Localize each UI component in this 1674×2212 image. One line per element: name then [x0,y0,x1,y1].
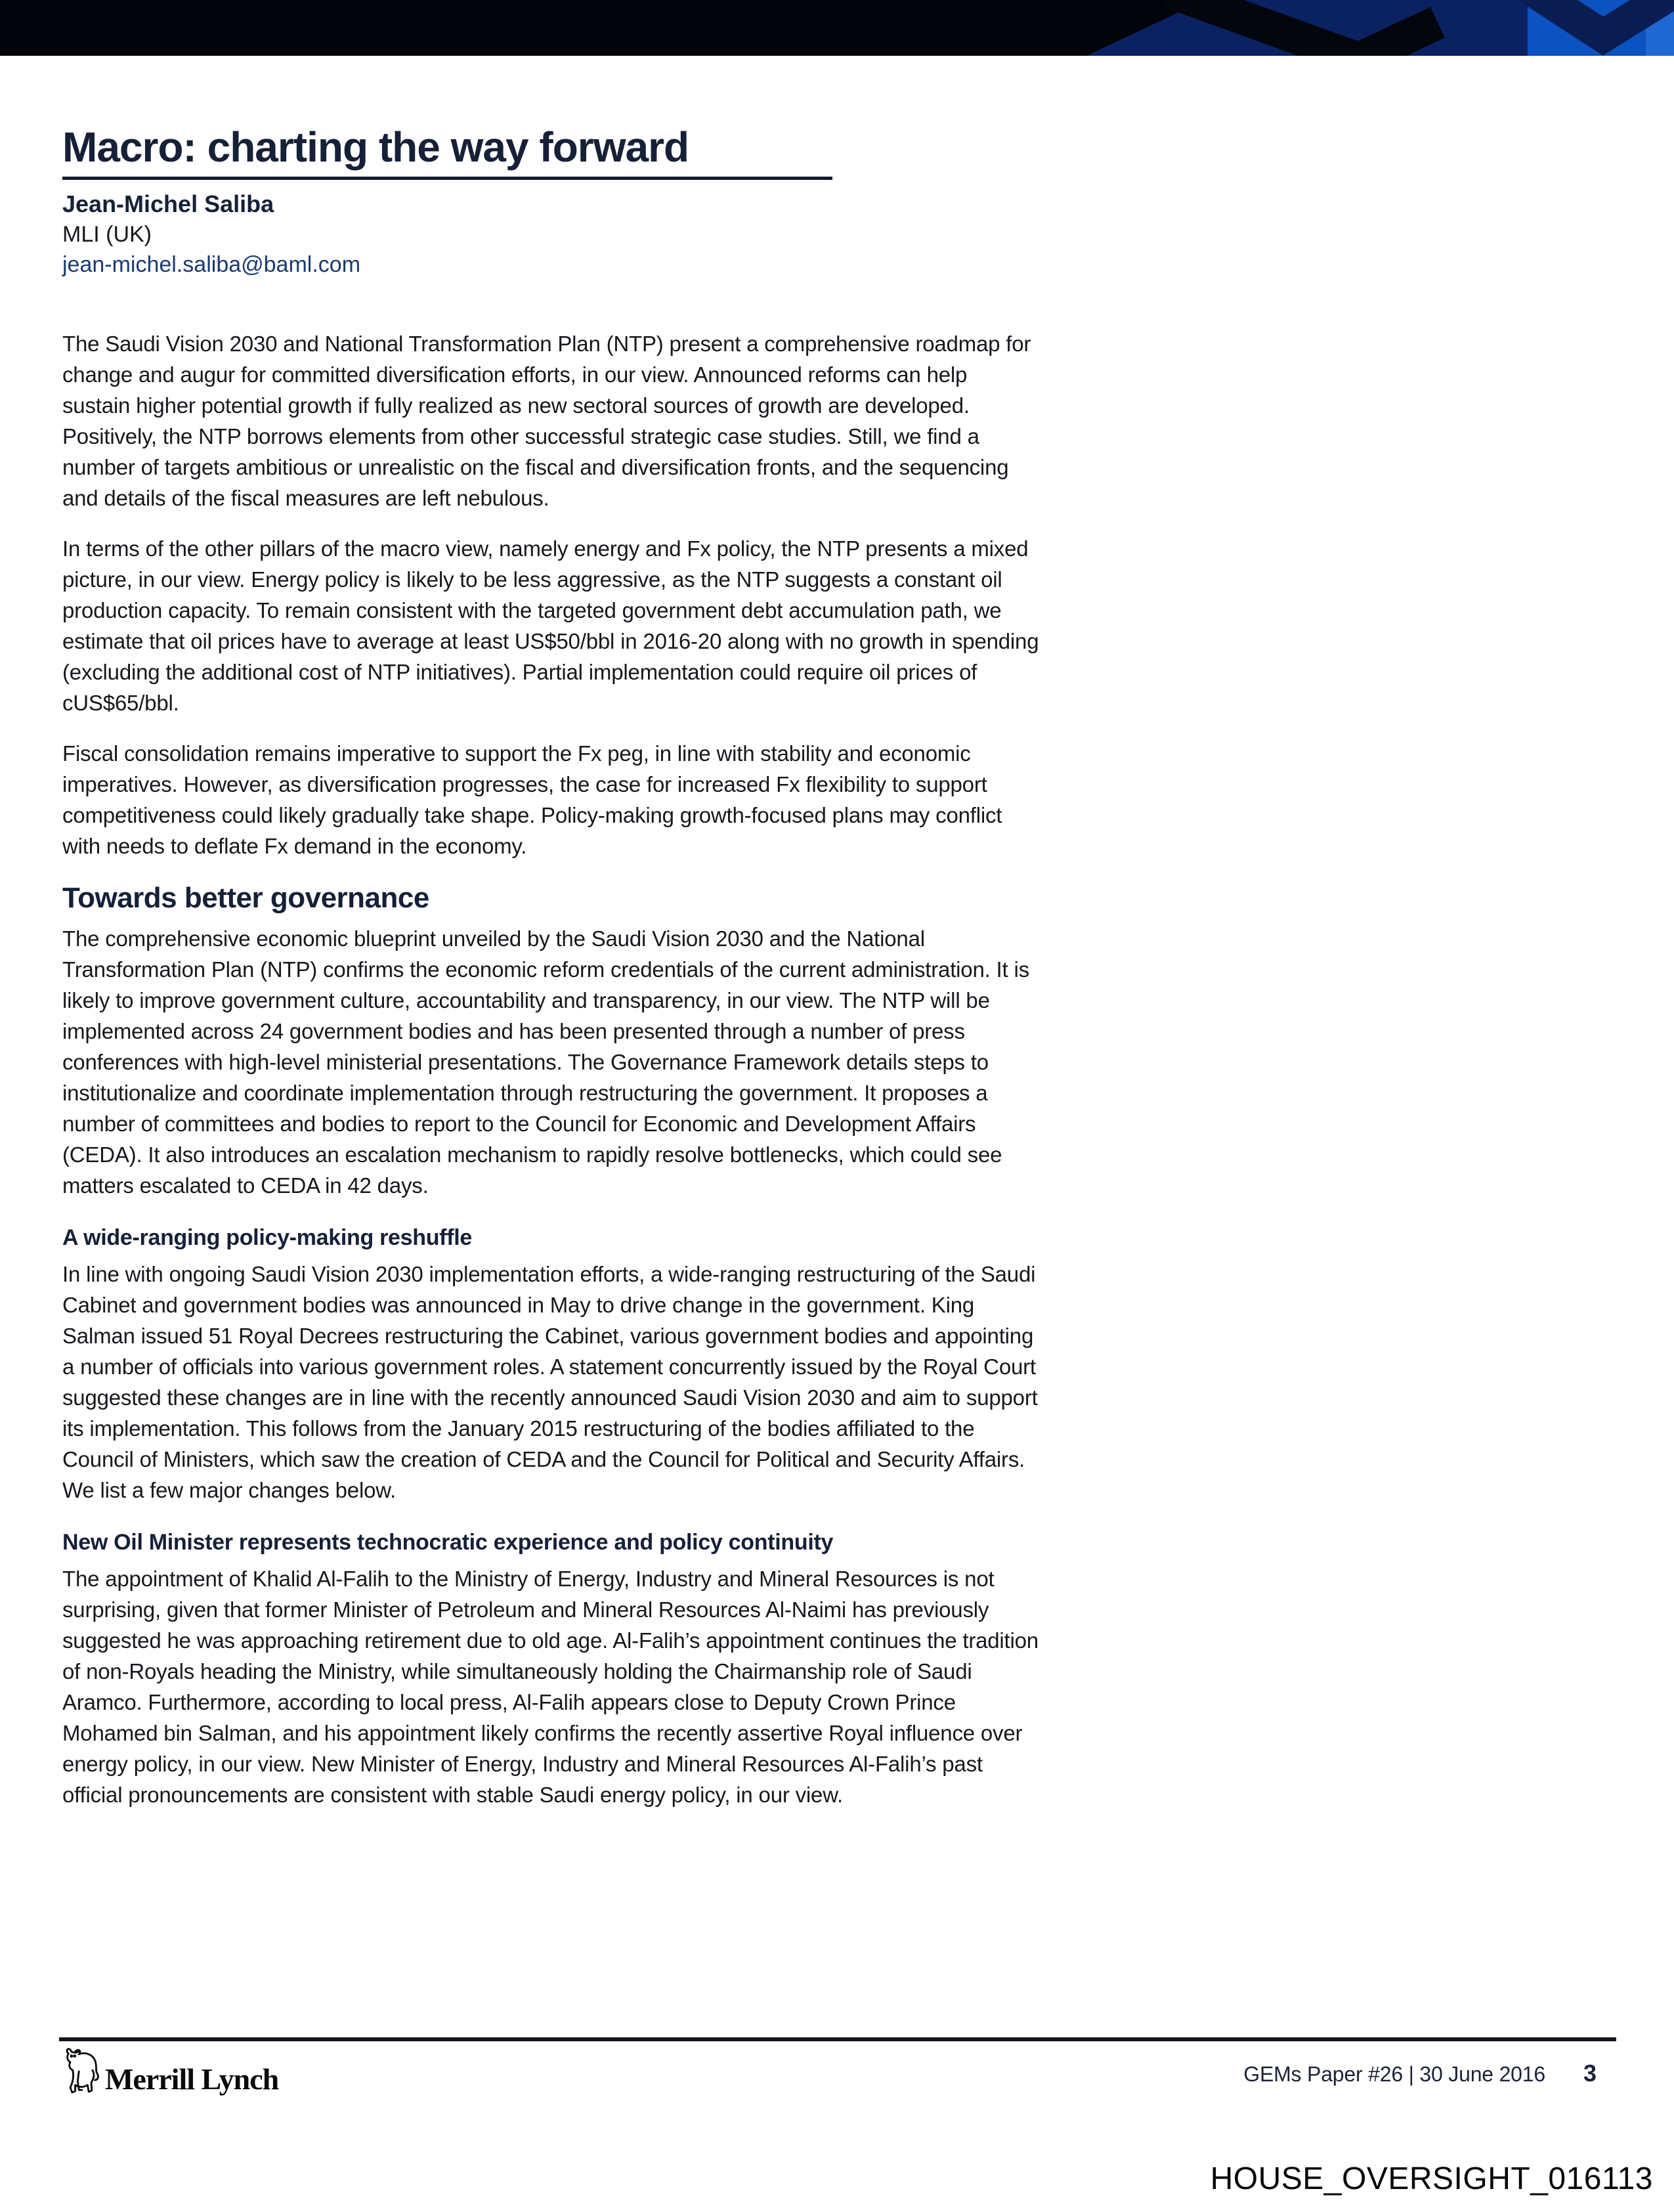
paragraph: In line with ongoing Saudi Vision 2030 implementation efforts, a wide-ranging restructuring of the Saudi Cabinet and government bodies was announced in May to drive change in the government. King Salman issued 51 Royal Decrees restructuring the Cabinet, various government bodies and appointing a number of officials into various government roles. A statement concurrently issued by the Royal Court suggested these changes are in line with the recently announced Saudi Vision 2030 and aim to support its implementation. This follows from the January 2015 restructuring of the bodies affiliated to the Council of Ministers, which saw the creation of CEDA and the Council for Political and Security Affairs. We list a few major changes below. [62,1262,1038,1502]
section-heading-governance: Towards better governance [62,882,429,914]
bates-number: HOUSE_OVERSIGHT_016113 [1210,2161,1653,2196]
paragraph: The Saudi Vision 2030 and National Transformation Plan (NTP) present a comprehensive roadmap for change and augur for committed diversification efforts, in our view. Announced reforms can help sustain higher potential growth if fully realized as new sectoral sources of growth are developed. Positively, the NTP borrows elements from other successful strategic case studies. Still, we find a number of targets ambitious or unrealistic on the fiscal and diversification fronts, and the sequencing and details of the fiscal measures are left nebulous. [62,332,1031,510]
subsection-heading-reshuffle: A wide-ranging policy-making reshuffle [62,1225,472,1250]
merrill-lynch-logo [60,2046,278,2096]
paragraph: In terms of the other pillars of the macro view, namely energy and Fx policy, the NTP presents a mixed picture, in our view. Energy policy is likely to be less aggressive, as the NTP suggests a constant oil production capacity. To remain consistent with the targeted government debt accumulation path, we estimate that oil prices have to average at least US$50/bbl in 2016-20 along with no growth in spending (excluding the additional cost of NTP initiatives). Partial implementation could require oil prices of cUS$65/bbl. [62,536,1039,715]
author-name: Jean-Michel Saliba [62,190,274,217]
page-number: 3 [1583,2060,1597,2087]
merrill-lynch-bull-icon [60,2046,101,2096]
paragraph: Fiscal consolidation remains imperative to support the Fx peg, in line with stability and economic imperatives. However, as diversification progresses, the case for increased Fx flexibility to support competitiveness could likely gradually take shape. Policy-making growth-focused plans may conflict with needs to deflate Fx demand in the economy. [62,741,1002,858]
subsection-heading-oil-minister: New Oil Minister represents technocratic experience and policy continuity [62,1530,834,1555]
paragraph: The appointment of Khalid Al-Falih to the Ministry of Energy, Industry and Mineral Resources is not surprising, given that former Minister of Petroleum and Mineral Resources Al-Naimi has previously suggested he was approaching retirement due to old age. Al-Falih’s appointment continues the tradition of non-Royals heading the Ministry, while simultaneously holding the Chairmanship role of Saudi Aramco. Furthermore, according to local press, Al-Falih appears close to Deputy Crown Prince Mohamed bin Salman, and his appointment likely confirms the recently assertive Royal influence over energy policy, in our view. New Minister of Energy, Industry and Mineral Resources Al-Falih’s past official pronouncements are consistent with stable Saudi energy policy, in our view. [62,1567,1039,1807]
title-rule [62,177,832,180]
merrill-lynch-wordmark: Merrill Lynch [105,2062,279,2096]
footer-publication-block [1243,2060,1597,2087]
author-block [62,189,1041,280]
paragraph: The comprehensive economic blueprint unveiled by the Saudi Vision 2030 and the National Transformation Plan (NTP) confirms the economic reform credentials of the current administration. It is likely to improve government culture, accountability and transparency, in our view. The NTP will be implemented across 24 government bodies and has been presented through a number of press conferences with high-level ministerial presentations. The Governance Framework details steps to institutionalize and coordinate implementation through restructuring the government. It proposes a number of committees and bodies to report to the Council for Economic and Development Affairs (CEDA). It also introduces an escalation mechanism to rapidly resolve bottlenecks, which could see matters escalated to CEDA in 42 days. [62,926,1029,1198]
author-email-link[interactable]: jean-michel.saliba@baml.com [62,252,361,277]
footer-rule [59,2037,1616,2041]
publication-info: GEMs Paper #26 | 30 June 2016 [1243,2062,1545,2086]
page-title: Macro: charting the way forward [62,123,689,171]
author-affiliation: MLI (UK) [62,222,152,247]
